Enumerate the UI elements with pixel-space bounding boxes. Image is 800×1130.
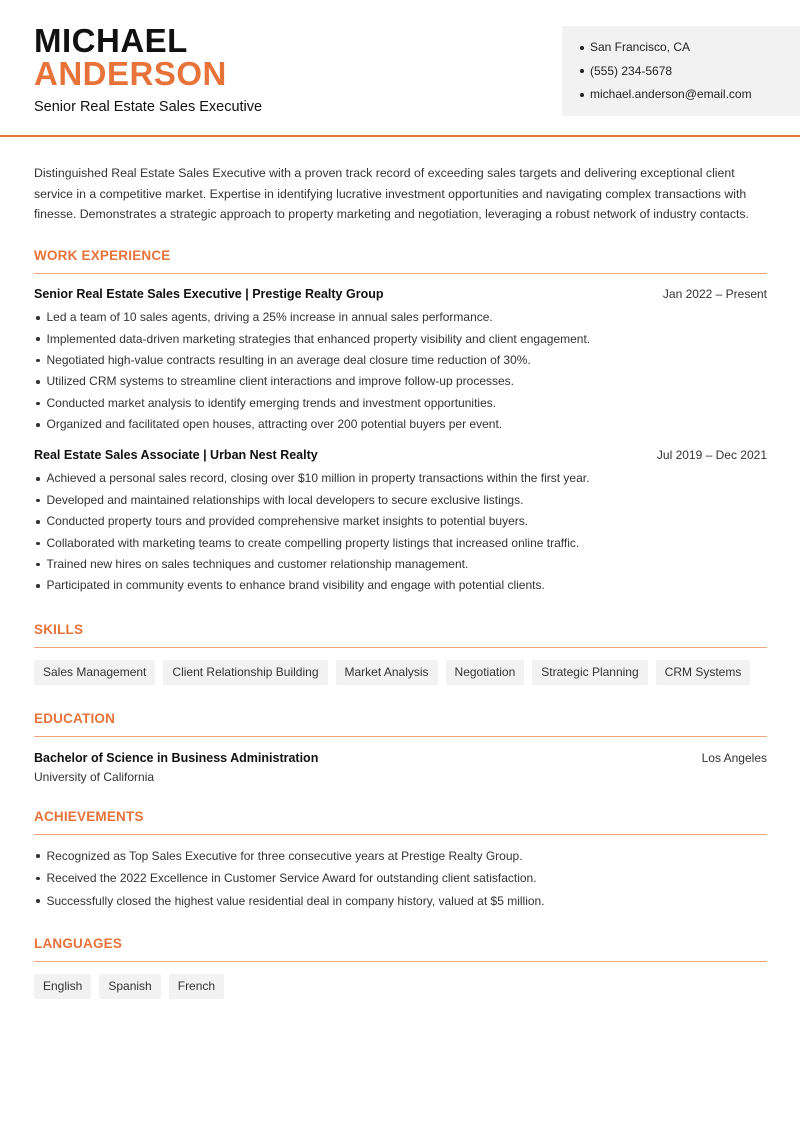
section-divider bbox=[34, 273, 767, 274]
education-section bbox=[34, 711, 767, 784]
job-entry bbox=[34, 287, 767, 435]
job-role: Senior Real Estate Sales Executive | Prestige Realty Group bbox=[34, 287, 384, 302]
bullet-dot-icon bbox=[36, 899, 40, 903]
section-divider bbox=[34, 647, 767, 648]
language-chip: Spanish bbox=[99, 974, 160, 999]
email-text: michael.anderson@email.com bbox=[590, 87, 752, 101]
bullet-dot-icon bbox=[36, 520, 40, 524]
section-title-languages: LANGUAGES bbox=[34, 936, 123, 952]
section-divider bbox=[34, 961, 767, 962]
skill-chip: Strategic Planning bbox=[532, 660, 647, 685]
list-item: Organized and facilitated open houses, attracting over 200 potential buyers per event. bbox=[34, 414, 767, 435]
list-item: Participated in community events to enhance brand visibility and engage with potential clients. bbox=[34, 575, 767, 596]
school-name: University of California bbox=[34, 769, 155, 784]
summary: Distinguished Real Estate Sales Executive with a proven track record of exceeding sales targets and delivering exceptional client service in a competitive market. Expertise in identifying lucrative investment opportunities and navigating complex transactions with finesse. Demonstrates a strategic approach to property marketing and negotiation, leveraging a robust network of industry contacts. bbox=[34, 166, 749, 222]
achievements-list bbox=[34, 845, 767, 913]
list-item: Conducted market analysis to identify emerging trends and investment opportunities. bbox=[34, 393, 767, 414]
contact-phone bbox=[580, 60, 800, 84]
bullet-dot-icon bbox=[36, 402, 40, 406]
list-item: Utilized CRM systems to streamline client interactions and improve follow-up processes. bbox=[34, 371, 767, 392]
list-item: Developed and maintained relationships with local developers to secure exclusive listings. bbox=[34, 490, 767, 511]
skill-chip: Negotiation bbox=[446, 660, 525, 685]
job-bullets bbox=[34, 307, 767, 435]
resume-content bbox=[34, 163, 767, 999]
degree: Bachelor of Science in Business Administration bbox=[34, 750, 319, 765]
section-title-achievements: ACHIEVEMENTS bbox=[34, 808, 144, 824]
job-dates: Jul 2019 – Dec 2021 bbox=[656, 448, 767, 463]
location-text: San Francisco, CA bbox=[590, 40, 691, 54]
bullet-dot-icon bbox=[36, 477, 40, 481]
bullet-dot-icon bbox=[36, 854, 40, 858]
education-location: Los Angeles bbox=[701, 750, 767, 765]
bullet-dot-icon bbox=[36, 380, 40, 384]
list-item: Negotiated high-value contracts resulting in an average deal closure time reduction of 30%. bbox=[34, 350, 767, 371]
phone-text: (555) 234-5678 bbox=[590, 63, 673, 78]
list-item: Led a team of 10 sales agents, driving a 25% increase in annual sales performance. bbox=[34, 307, 767, 328]
languages-list bbox=[34, 974, 767, 999]
list-item: Successfully closed the highest value residential deal in company history, valued at $5 million. bbox=[34, 890, 767, 913]
bullet-dot-icon bbox=[36, 423, 40, 427]
bullet-dot-icon bbox=[580, 93, 584, 97]
resume-header bbox=[0, 0, 800, 137]
bullet-dot-icon bbox=[36, 542, 40, 546]
contact-box bbox=[562, 26, 800, 116]
skills-list bbox=[34, 660, 767, 685]
bullet-dot-icon bbox=[36, 877, 40, 881]
bullet-dot-icon bbox=[36, 584, 40, 588]
job-dates: Jan 2022 – Present bbox=[662, 287, 767, 302]
section-divider bbox=[34, 736, 767, 737]
job-header bbox=[34, 448, 767, 462]
job-entry bbox=[34, 448, 767, 596]
list-item: Trained new hires on sales techniques and customer relationship management. bbox=[34, 554, 767, 575]
skills-section bbox=[34, 622, 767, 685]
bullet-dot-icon bbox=[36, 499, 40, 503]
contact-email bbox=[580, 83, 800, 107]
list-item: Conducted property tours and provided comprehensive market insights to potential buyers. bbox=[34, 511, 767, 532]
section-divider bbox=[34, 834, 767, 835]
list-item: Achieved a personal sales record, closing over $10 million in property transactions within the first year. bbox=[34, 468, 767, 489]
bullet-dot-icon bbox=[36, 316, 40, 320]
bullet-dot-icon bbox=[36, 359, 40, 363]
language-chip: English bbox=[34, 974, 91, 999]
education-header bbox=[34, 751, 767, 765]
list-item: Collaborated with marketing teams to create compelling property listings that increased online traffic. bbox=[34, 533, 767, 554]
job-header bbox=[34, 287, 767, 301]
bullet-dot-icon bbox=[580, 46, 584, 50]
job-role: Real Estate Sales Associate | Urban Nest Realty bbox=[34, 448, 318, 463]
section-title-education: EDUCATION bbox=[34, 710, 116, 726]
section-title-work: WORK EXPERIENCE bbox=[34, 248, 171, 264]
job-bullets bbox=[34, 468, 767, 596]
skill-chip: CRM Systems bbox=[656, 660, 751, 685]
skill-chip: Market Analysis bbox=[336, 660, 438, 685]
bullet-dot-icon bbox=[36, 563, 40, 567]
list-item: Implemented data-driven marketing strategies that enhanced property visibility and client engagement. bbox=[34, 329, 767, 350]
job-title: Senior Real Estate Sales Executive bbox=[34, 99, 263, 115]
list-item: Received the 2022 Excellence in Customer Service Award for outstanding client satisfaction. bbox=[34, 867, 767, 890]
section-title-skills: SKILLS bbox=[34, 621, 84, 637]
language-chip: French bbox=[169, 974, 224, 999]
bullet-dot-icon bbox=[580, 69, 584, 73]
first-name: MICHAEL bbox=[34, 22, 188, 59]
work-section bbox=[34, 248, 767, 597]
contact-location bbox=[580, 36, 800, 60]
list-item: Recognized as Top Sales Executive for three consecutive years at Prestige Realty Group. bbox=[34, 845, 767, 868]
bullet-dot-icon bbox=[36, 337, 40, 341]
last-name: ANDERSON bbox=[34, 55, 227, 92]
languages-section bbox=[34, 936, 767, 999]
skill-chip: Sales Management bbox=[34, 660, 155, 685]
skill-chip: Client Relationship Building bbox=[163, 660, 327, 685]
achievements-section bbox=[34, 809, 767, 913]
